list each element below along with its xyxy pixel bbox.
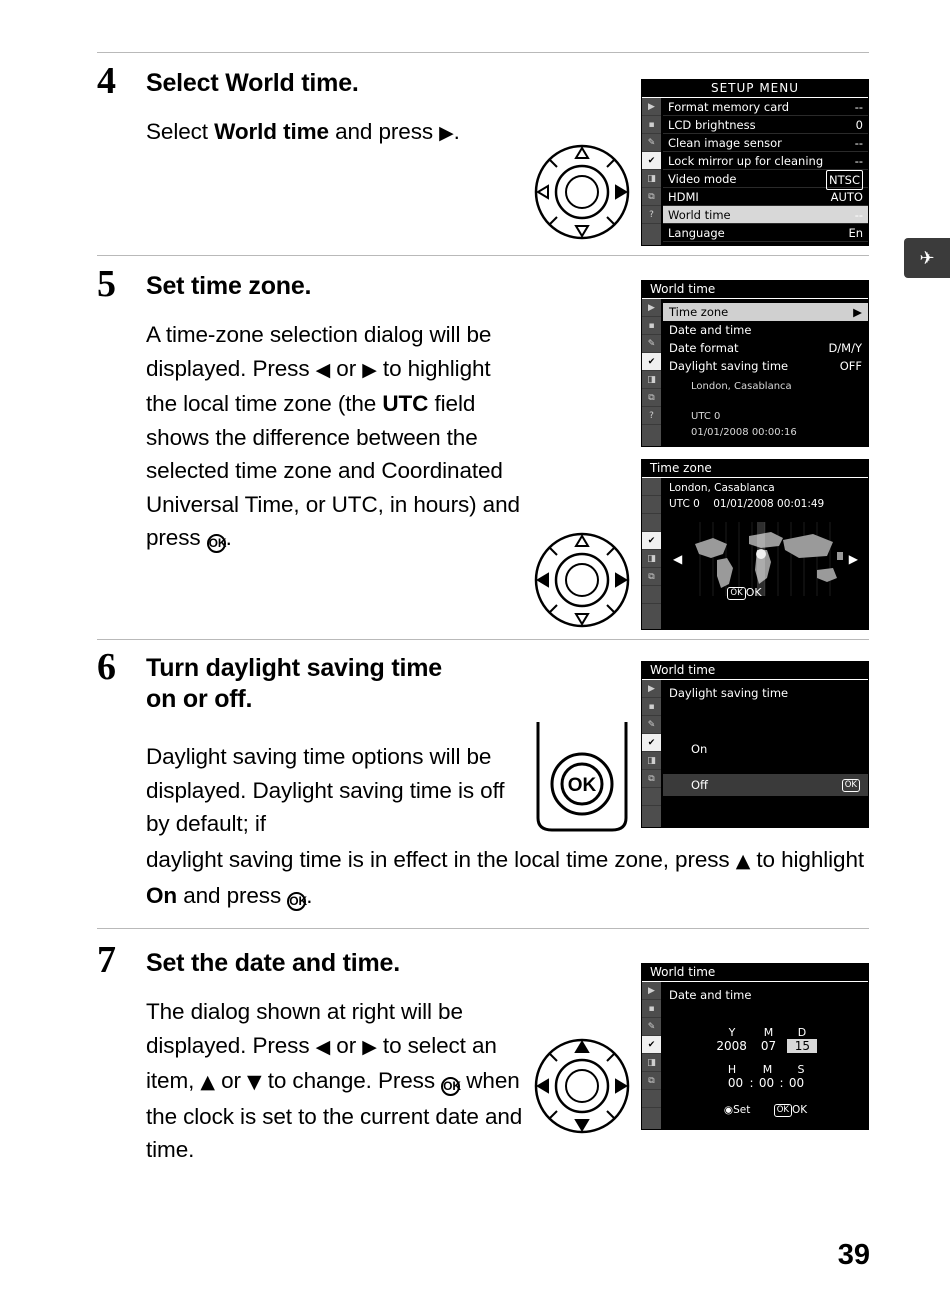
table-row[interactable] <box>663 134 868 152</box>
step-6-title <box>146 653 506 715</box>
date-time-icon-column <box>642 982 662 1129</box>
step-4-title-prefix: Select <box>146 69 226 97</box>
icon-blank <box>642 1090 661 1108</box>
value-second[interactable]: 00 <box>788 1076 805 1090</box>
icon-help: ? <box>642 407 661 425</box>
icon-shooting: ▪ <box>642 317 661 335</box>
icon-recent: ⧉ <box>642 770 661 788</box>
icon-retouch: ◨ <box>642 170 661 188</box>
value-minute[interactable]: 00 <box>758 1076 775 1090</box>
icon-setup: ✔ <box>642 1036 661 1054</box>
ok-button-graphic <box>524 722 640 837</box>
row-label: LCD brightness <box>668 118 756 132</box>
row-value: 0 <box>855 118 863 132</box>
step-6-title-line1: Turn daylight saving time <box>146 654 442 682</box>
date-time-footer <box>663 1104 868 1117</box>
option-off[interactable] <box>663 774 868 796</box>
setup-menu-title: SETUP MENU <box>642 80 868 98</box>
list-item-time-zone[interactable] <box>663 303 868 321</box>
row-label: Time zone <box>669 305 729 319</box>
step-4-title-suffix: . <box>351 69 359 97</box>
row-label: World time <box>668 208 731 222</box>
header-day: D <box>797 1026 807 1039</box>
value-day-selected[interactable]: 15 <box>787 1039 817 1053</box>
setup-menu-rows <box>663 98 868 242</box>
step-7-number: 7 <box>97 939 116 981</box>
world-time-datetime: 01/01/2008 00:00:16 <box>691 427 797 438</box>
time-values[interactable]: 00 : 00 : 00 <box>663 1076 868 1090</box>
step-5-title: Set time zone. <box>146 272 312 300</box>
map-arrow-left-icon[interactable]: ◀ <box>673 552 683 566</box>
step-4-body: Select World time and press ▶. <box>146 119 460 144</box>
step-7-body: The dialog shown at right will be displayed. Press ◀ or ▶ to select an item, ▲ or ▼ to change. Press OK when the clock is set to the current date and time. <box>146 999 523 1162</box>
step-4-number: 4 <box>97 60 116 102</box>
list-item-date-format[interactable] <box>663 339 868 357</box>
setup-menu-icon-column <box>642 98 662 245</box>
icon-setup: ✔ <box>642 152 661 170</box>
time-zone-icon-column <box>642 478 662 629</box>
row-value: -- <box>854 100 863 114</box>
row-value: AUTO <box>830 190 863 204</box>
step-6-number: 6 <box>97 646 116 688</box>
multi-selector-all <box>524 1034 640 1138</box>
svg-text:OK: OK <box>567 775 597 796</box>
map-arrow-right-icon[interactable]: ▶ <box>848 552 858 566</box>
row-label: HDMI <box>668 190 699 204</box>
dst-icon-column <box>642 680 662 827</box>
icon-shooting: ▪ <box>642 1000 661 1018</box>
row-value: ▶ <box>853 305 862 319</box>
icon-blank-3 <box>642 514 661 532</box>
date-values[interactable] <box>663 1039 868 1053</box>
row-value: -- <box>854 208 863 222</box>
row-label: Lock mirror up for cleaning <box>668 154 824 168</box>
time-zone-title: Time zone <box>642 460 868 478</box>
divider-step6 <box>97 639 869 640</box>
header-minute: M <box>762 1063 773 1076</box>
table-row[interactable] <box>663 98 868 116</box>
icon-custom: ✎ <box>642 134 661 152</box>
time-zone-datetime: 01/01/2008 00:01:49 <box>713 498 825 510</box>
row-value: D/M/Y <box>828 341 862 355</box>
screen-world-time <box>641 280 869 447</box>
icon-retouch: ◨ <box>642 1054 661 1072</box>
icon-shooting: ▪ <box>642 698 661 716</box>
date-time-title: World time <box>642 964 868 982</box>
date-headers <box>663 1026 868 1039</box>
step-6-title-line2: on or off. <box>146 685 253 713</box>
screen-setup-menu <box>641 79 869 246</box>
option-on-label: On <box>691 742 708 756</box>
icon-help: ? <box>642 206 661 224</box>
time-zone-footer <box>642 586 847 600</box>
list-item-date-and-time[interactable] <box>663 321 868 339</box>
row-value: NTSC <box>826 170 863 190</box>
row-value: OFF <box>839 359 862 373</box>
screen-date-and-time <box>641 963 869 1130</box>
icon-setup: ✔ <box>642 734 661 752</box>
option-off-label: Off <box>691 778 708 792</box>
row-label: Daylight saving time <box>669 359 789 373</box>
icon-playback: ▶ <box>642 982 661 1000</box>
icon-retouch: ◨ <box>642 550 661 568</box>
time-zone-utc-line <box>663 496 868 512</box>
divider-step7 <box>97 928 869 929</box>
row-label: Date format <box>669 341 739 355</box>
icon-playback: ▶ <box>642 299 661 317</box>
step-7-title: Set the date and time. <box>146 949 400 977</box>
icon-custom: ✎ <box>642 716 661 734</box>
table-row[interactable] <box>663 116 868 134</box>
icon-playback: ▶ <box>642 680 661 698</box>
icon-recent: ⧉ <box>642 568 661 586</box>
table-row[interactable] <box>663 170 868 188</box>
ok-label: OK <box>791 1104 808 1116</box>
row-label: Format memory card <box>668 100 790 114</box>
step-4-title-bold: World time <box>225 69 352 97</box>
icon-recent: ⧉ <box>642 188 661 206</box>
multi-selector-right <box>524 140 640 244</box>
icon-custom: ✎ <box>642 335 661 353</box>
side-tab-icon: ✈ <box>904 238 950 278</box>
step-4-title <box>146 68 359 99</box>
time-zone-city: London, Casablanca <box>669 482 775 494</box>
set-label: Set <box>733 1104 751 1116</box>
table-row-selected[interactable] <box>663 206 868 224</box>
ok-badge: OK <box>727 587 745 600</box>
step-6-body-indented: Daylight saving time options will be displayed. Daylight saving time is off by default; if <box>146 744 505 836</box>
ok-label: OK <box>745 586 762 599</box>
value-hour[interactable]: 00 <box>727 1076 744 1090</box>
row-label: Language <box>668 226 725 240</box>
ok-badge: OK <box>774 1104 792 1117</box>
icon-playback: ▶ <box>642 98 661 116</box>
option-on[interactable] <box>663 738 868 760</box>
time-zone-info <box>663 480 868 602</box>
world-time-title: World time <box>642 281 868 299</box>
time-zone-utc: UTC 0 <box>669 498 700 510</box>
set-icon: ◉ <box>723 1104 734 1116</box>
date-time-subtitle: Date and time <box>669 988 752 1002</box>
divider-top <box>97 52 869 53</box>
screen-daylight-saving <box>641 661 869 828</box>
icon-shooting: ▪ <box>642 116 661 134</box>
icon-blank-2 <box>642 496 661 514</box>
divider-step5 <box>97 255 869 256</box>
row-label: Date and time <box>669 323 752 337</box>
list-item-daylight-saving-time[interactable] <box>663 357 868 375</box>
icon-retouch: ◨ <box>642 371 661 389</box>
dst-subtitle: Daylight saving time <box>669 686 789 700</box>
header-second: S <box>797 1063 805 1076</box>
header-month: M <box>763 1026 774 1039</box>
icon-recent: ⧉ <box>642 389 661 407</box>
step-5-body: A time-zone selection dialog will be displayed. Press ◀ or ▶ to highlight the local time zone (the UTC field shows the difference between the selected time zone and Coordinated Universal Time, or UTC, in hours) and press OK. <box>146 318 526 555</box>
world-time-rows <box>663 303 868 441</box>
date-time-body <box>663 986 868 1117</box>
icon-retouch: ◨ <box>642 752 661 770</box>
table-row[interactable] <box>663 224 868 242</box>
step-5-number: 5 <box>97 263 116 305</box>
option-off-ok-badge: OK <box>842 779 860 792</box>
icon-setup: ✔ <box>642 532 661 550</box>
step-6-body-full: daylight saving time is in effect in the local time zone, press ▲ to highlight On and press OK. <box>146 843 866 912</box>
world-map-graphic <box>687 522 847 596</box>
icon-blank <box>642 788 661 806</box>
table-row[interactable] <box>663 188 868 206</box>
row-label: Clean image sensor <box>668 136 782 150</box>
screen-time-zone <box>641 459 869 630</box>
header-hour: H <box>727 1063 737 1076</box>
icon-recent: ⧉ <box>642 1072 661 1090</box>
value-year[interactable]: 2008 <box>716 1039 747 1053</box>
time-headers <box>663 1063 868 1076</box>
row-value: En <box>848 226 863 240</box>
world-time-utc: UTC 0 <box>691 411 721 422</box>
icon-setup: ✔ <box>642 353 661 371</box>
multi-selector-left-right <box>524 528 640 632</box>
world-time-icon-column <box>642 299 662 446</box>
dst-title: World time <box>642 662 868 680</box>
icon-blank-1 <box>642 478 661 496</box>
row-value: -- <box>854 136 863 150</box>
icon-custom: ✎ <box>642 1018 661 1036</box>
value-month[interactable]: 07 <box>760 1039 777 1053</box>
row-value: -- <box>854 154 863 168</box>
page-number: 39 <box>837 1239 870 1271</box>
dst-rows <box>663 684 868 796</box>
world-time-city: London, Casablanca <box>691 381 792 392</box>
table-row[interactable] <box>663 152 868 170</box>
header-year: Y <box>728 1026 736 1039</box>
row-label: Video mode <box>668 172 737 186</box>
